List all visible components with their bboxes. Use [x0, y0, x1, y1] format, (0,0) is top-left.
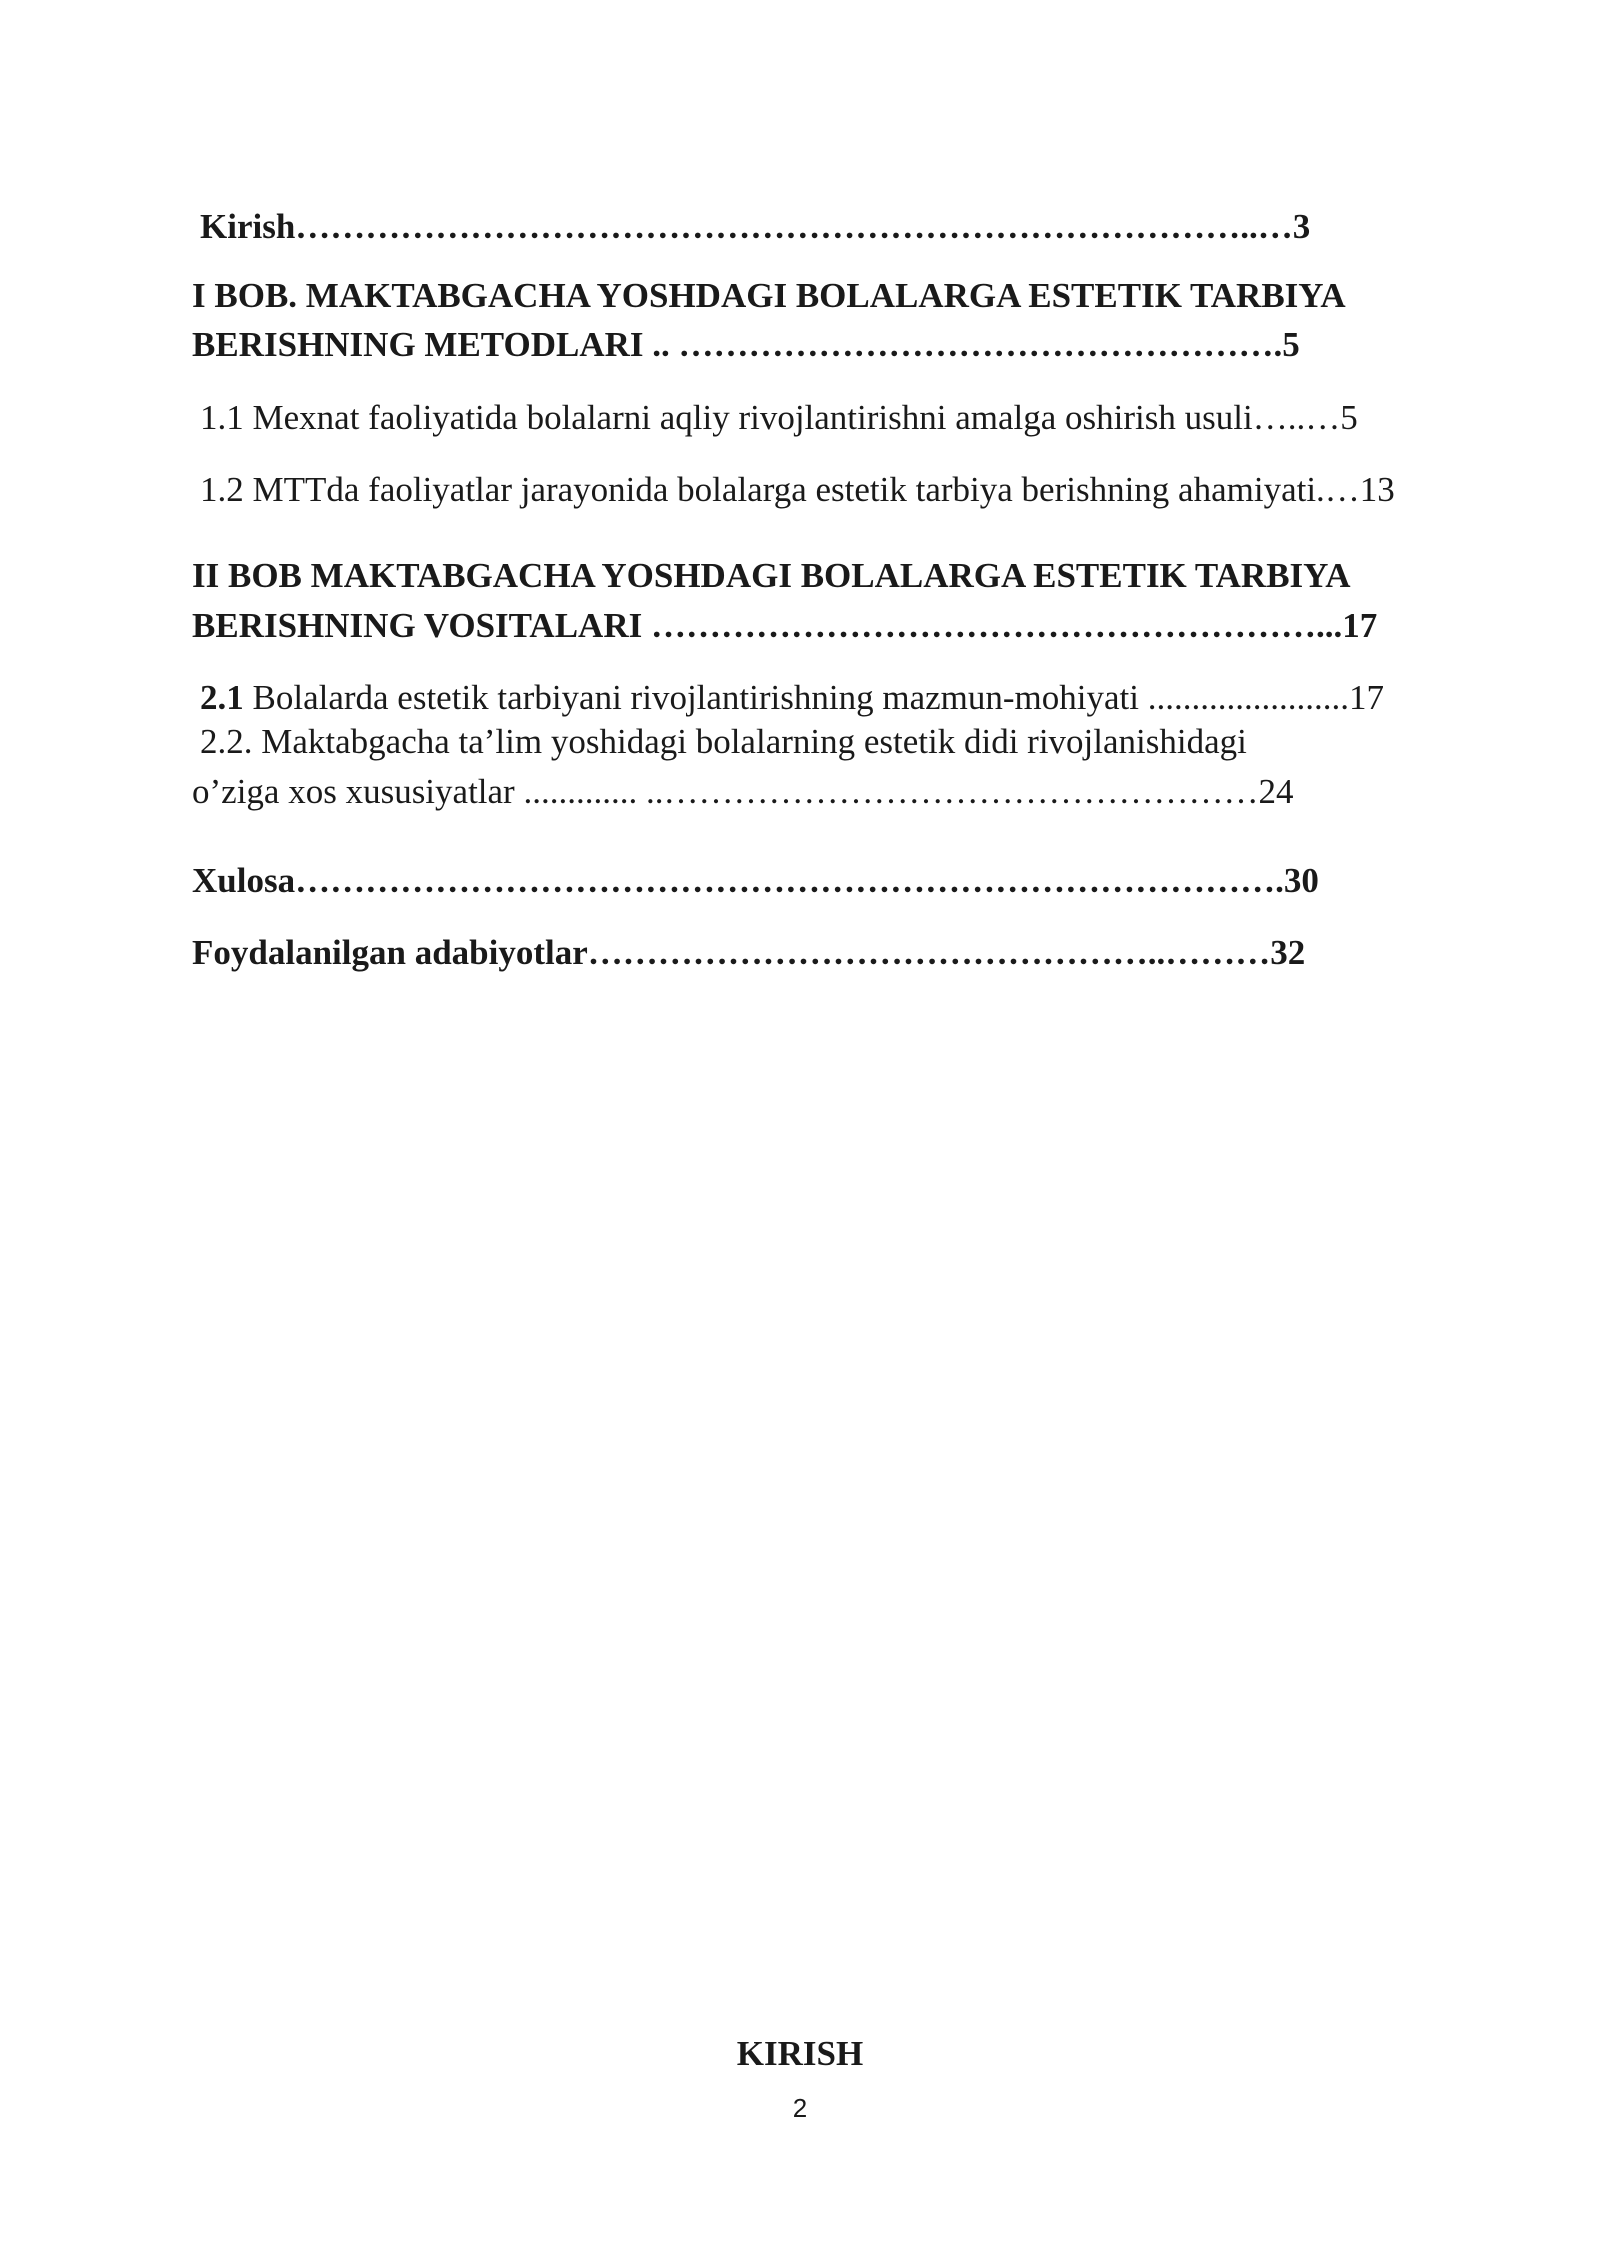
toc-entry-chapter2-line1: II BOB MAKTABGACHA YOSHDAGI BOLALARGA ESTETIK TARBIYA	[192, 556, 1351, 595]
section-heading-kirish: KIRISH	[736, 2034, 864, 2073]
toc-entry-intro: Kirish………………………………………………………………………..…3	[200, 207, 1311, 246]
toc-entry-section-1-2: 1.2 MTTda faoliyatlar jarayonida bolalarga estetik tarbiya berishning ahamiyati.…13	[200, 470, 1395, 509]
toc-entry-section-2-1	[200, 673, 1384, 723]
page-number: 2	[792, 2093, 808, 2123]
toc-entry-conclusion: Xulosa………………………………………………………………………….30	[192, 861, 1319, 900]
toc-entry-section-2-2-line1: 2.2. Maktabgacha ta’lim yoshidagi bolalarning estetik didi rivojlanishidagi	[200, 722, 1247, 761]
section-2-1-title: Bolalarda estetik tarbiyani rivojlantirishning mazmun-mohiyati .......................17	[243, 678, 1384, 717]
toc-entry-references: Foydalanilgan adabiyotlar…………………………………………..………32	[192, 933, 1306, 972]
toc-entry-section-1-1: 1.1 Mexnat faoliyatida bolalarni aqliy rivojlantirishni amalga oshirish usuli…..…5	[200, 398, 1358, 437]
toc-entry-chapter2-line2: BERISHNING VOSITALARI …………………………………………………...17	[192, 606, 1378, 645]
section-2-1-number: 2.1	[200, 678, 244, 717]
toc-entry-chapter1-line1: I BOB. MAKTABGACHA YOSHDAGI BOLALARGA ESTETIK TARBIYA	[192, 276, 1346, 315]
toc-entry-section-2-2-line2: o’ziga xos xususiyatlar ............. ..……………………………………………24	[192, 772, 1294, 811]
toc-entry-chapter1-line2: BERISHNING METODLARI .. …………………………………………….5	[192, 325, 1300, 364]
